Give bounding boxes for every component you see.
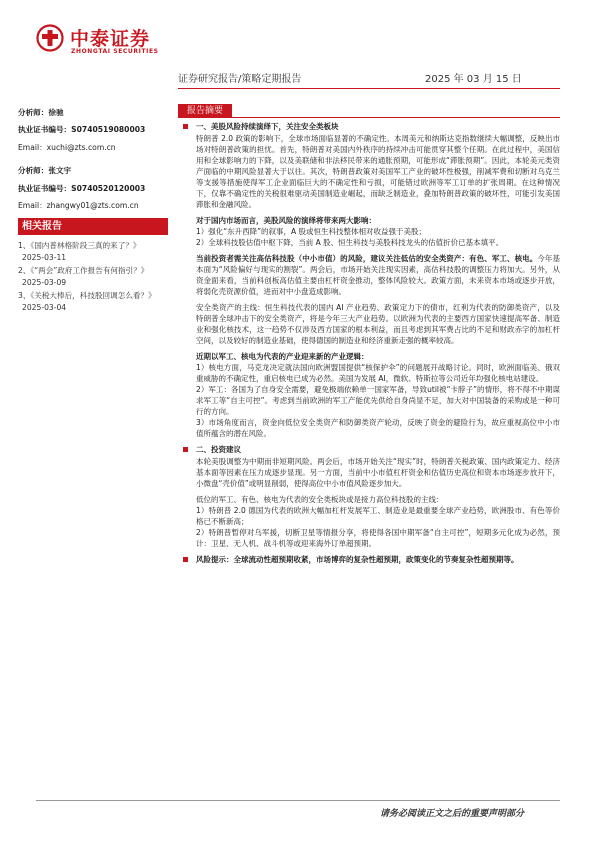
related-report-link[interactable]: 3、《关税大棒后，科技股回调怎么看？》 xyxy=(18,291,156,301)
summary-body xyxy=(180,121,560,566)
header-divider xyxy=(178,88,560,89)
summary-divider xyxy=(178,117,560,118)
paragraph: 低位的军工、有色、核电为代表的安全类板块或是接力高位科技股的主线： xyxy=(196,495,444,504)
list-item: 1）特朗普 2.0 德国为代表的欧洲大幅加杠杆发展军工、制造业是最重要全球产业趋势，欧洲股市、有色等价格已不断新高； xyxy=(196,506,560,526)
bullet-icon xyxy=(183,124,188,129)
paragraph: 对于国内市场而言，美股风险的演绎将带来两大影响： xyxy=(196,216,376,225)
paragraph: 安全类资产的主线：恒生科技代表的国内 AI 产业趋势、政策定力下的债市，红利为代表的防御类资产，以及特朗普全球冲击下的安全类资产，将是今年三大产业趋势。以欧洲为代表的主要西方国家快速提高军备、制造业和强化核技术，这一趋势不仅涉及西方国家的根本利益，而且考虑到其军费占比的不足和财政赤字的加杠杆空间，以及较好的制造业基础，使得德国的制造业和经济重新走强的概率较高。 xyxy=(196,303,560,345)
bullet-icon xyxy=(183,447,188,452)
report-date: 2025 年 03 月 15 日 xyxy=(425,74,522,85)
related-report-link[interactable]: 2、《“两会”政府工作报告有何指引？》 xyxy=(18,266,149,276)
related-report-date: 2025-03-04 xyxy=(22,303,67,313)
list-item: 2）全球科技股估值中枢下降，当前 A 股、恒生科技与美股科技龙头的估值折价已基本填平。 xyxy=(196,238,504,247)
analyst-cert: 执业证书编号：S0740519080003 xyxy=(18,125,146,135)
logo-text-cn: 中泰证券 xyxy=(70,28,151,50)
logo-icon xyxy=(36,24,64,52)
bullet-icon xyxy=(183,557,188,562)
analyst-email[interactable]: Email：zhangwy01@zts.com.cn xyxy=(18,201,139,211)
list-item: 2）军工：各国为了自身安全需要，避免极端依赖单一国家军备，导致util被“卡脖子”的情形，将不得不中期谋求军工等“自主可控”。考虑到当前欧洲的军工产能优先供给自身尚显不足，加大对中国装备的采购或是一种可行的方向。 xyxy=(196,385,560,416)
list-item: 1）强化“东升西降”的叙事，A 股或恒生科技整体相对收益强于美股； xyxy=(196,227,427,236)
risk-warning: 风险提示：全球流动性超预期收紧，市场博弈的复杂性超预期，政策变化的节奏复杂性超预期等。 xyxy=(180,554,560,565)
analyst-name: 分析师：张文宇 xyxy=(18,166,72,176)
footer-divider xyxy=(36,800,560,801)
section-heading: 一、美股风险持续演绎下，关注安全类板块 xyxy=(180,121,560,132)
paragraph: 当前投资者需关注高估科技股（中小市值）的风险，建议关注低估的安全类资产：有色、军工、核电。今年基本面为“风险偏好与现实的割裂”。两会后，市场开始关注现实因素，高估科技股的调整压力将加大。另外，从资金面来看，当前科创板高估值主要由杠杆资金推动，整体风险较大。政策方面，未来资本市场或逐步开放，将弱化壳资源价值，进而对中小盘造成影响。 xyxy=(196,254,560,296)
related-report-date: 2025-03-09 xyxy=(22,278,67,288)
paragraph: 本轮美股调整为中期而非短期风险。两会后，市场开始关注“现实”时，特朗普关税政策、国内政策定力、经济基本面等因素在压力成逐步显现。另一方面，当前中小市值杠杆资金和估值历史高位和资本市场逐步放开下，小微盘“壳价值”或明显削弱，使得高位中小市值风险逐步加大。 xyxy=(196,457,560,488)
analyst-cert: 执业证书编号：S0740520120003 xyxy=(18,183,146,193)
analyst-name: 分析师：徐驰 xyxy=(18,108,64,117)
list-item: 3）市场角度而言，资金向低位安全类资产和防御类资产轮动，反映了资金的避险行为，故应重视高位中小市值所蕴含的潜在风险。 xyxy=(196,418,560,438)
list-item: 2）特朗普暂停对乌军援，切断卫星等情报分享，将使得各国中期军备“自主可控”，短期多元化成为必然，预计：卫星、无人机、战斗机等或迎来海外订单超预期。 xyxy=(196,528,560,548)
left-column xyxy=(18,108,168,316)
list-item: 1）核电方面，马克龙决定就法国向欧洲盟国提供“核保护伞”的问题展开战略讨论。同时，欧洲面临美、俄双重威胁的不确定性，重启核电已成为必然。美国为发展 AI，微软、特斯拉等公司近年均强化核电站建设。 xyxy=(196,363,560,383)
paragraph: 特朗普 2.0 政策的影响下，全球市场面临显著的不确定性。本周美元和纳斯达克指数继续大幅调整，反映出市场对特朗普政策的担忧。首先，特朗普对美国内外秩序的持续冲击可能贯穿其整个任期。在此过程中，美国信用和全球影响力的下降，以及美联储和非法移民带来的通胀预期，可能形成“滞胀预期”。因此，本轮美元类资产面临的中期风险显著大于以往。其次，特朗普政策对美国军工产业的破坏性极强，削减军费和切断对乌克兰等支援等措施使得军工企业面临巨大的不确定性和亏损，可能错过欧洲等军工订单的扩张周期。在这种情况下，仅靠不确定性的关税很难驱动美国制造业崛起，而缺乏制造业，叠加特朗普政策的破坏性，可能引发美国滞胀和金融风险。 xyxy=(196,134,560,209)
related-report-date: 2025-03-11 xyxy=(22,253,67,263)
summary-tab: 报告摘要 xyxy=(178,104,232,118)
section-heading: 二、投资建议 xyxy=(180,444,560,455)
related-report-link[interactable]: 1、《国内普林格阶段三真的来了？》 xyxy=(18,241,141,251)
report-type: 证券研究报告/策略定期报告 xyxy=(178,74,302,85)
logo-text-en: ZHONGTAI SECURITIES xyxy=(71,48,159,55)
footer-disclaimer: 请务必阅读正文之后的重要声明部分 xyxy=(380,809,525,819)
analyst-email[interactable]: Email：xuchi@zts.com.cn xyxy=(18,142,116,152)
paragraph: 近期以军工、核电为代表的产业迎来新的产业逻辑： xyxy=(196,352,369,361)
related-reports-heading: 相关报告 xyxy=(18,218,168,235)
